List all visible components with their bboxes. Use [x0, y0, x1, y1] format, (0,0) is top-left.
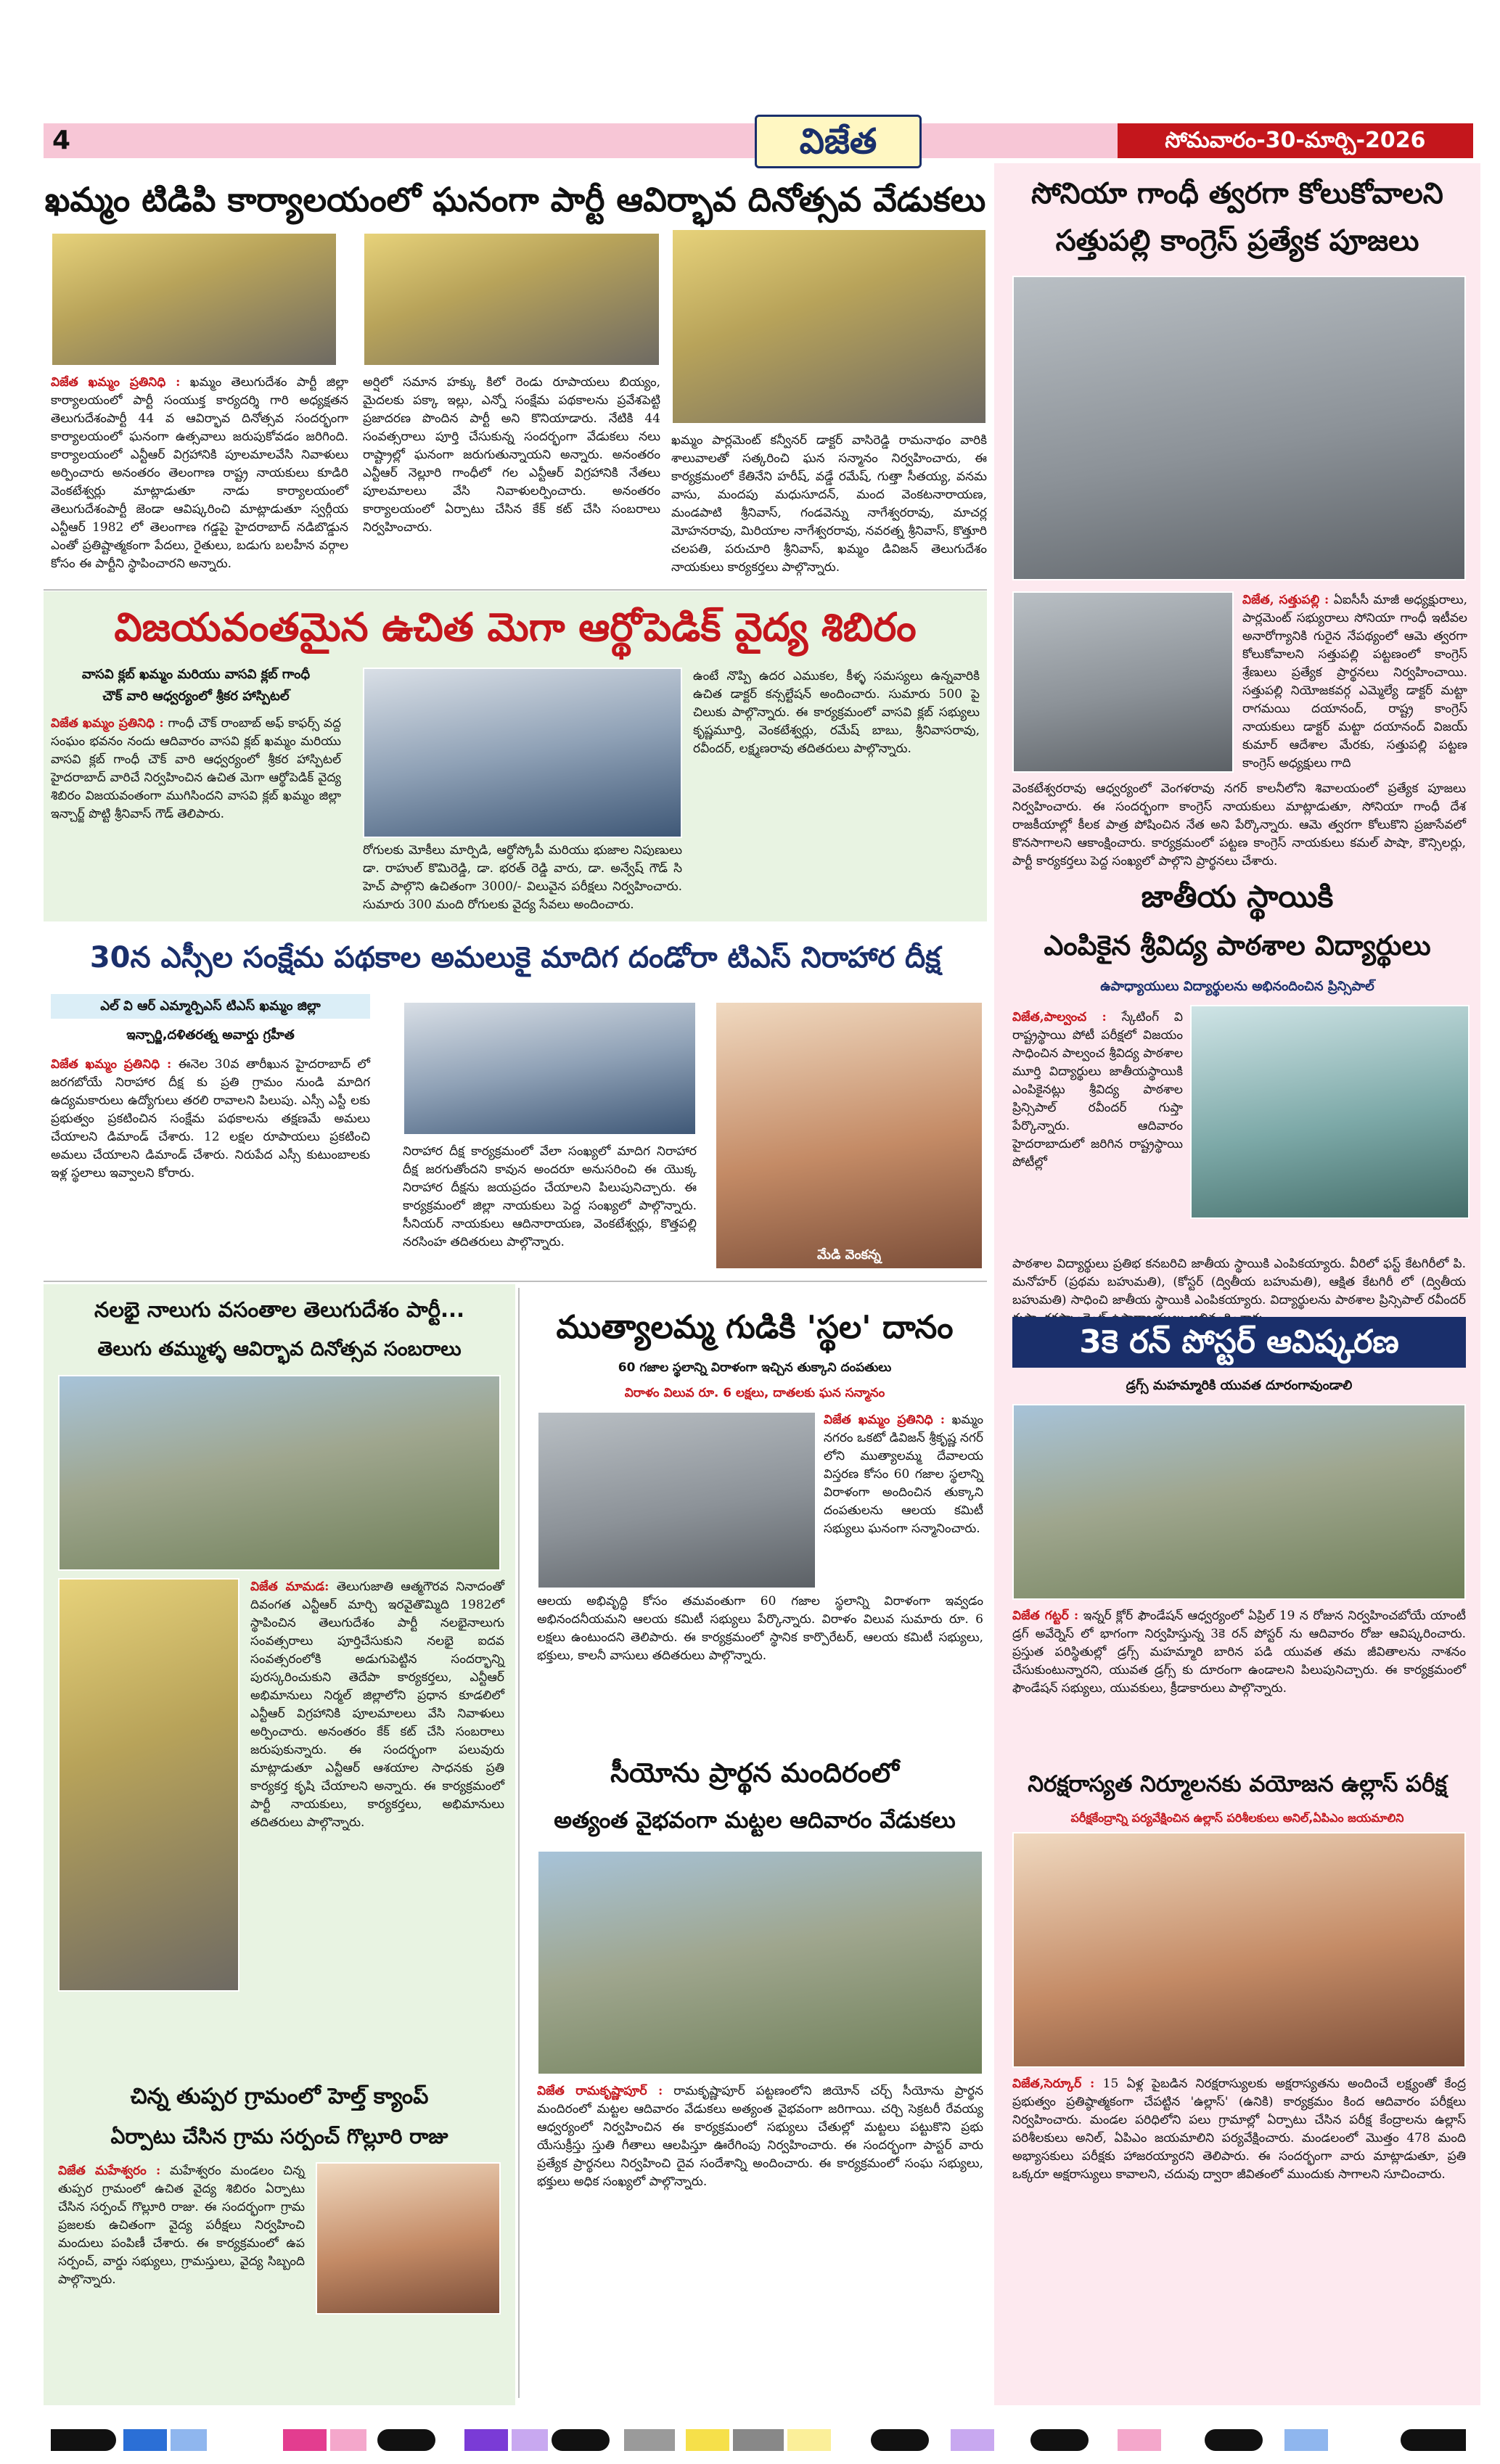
sonia-photo-main [1012, 276, 1466, 580]
tdp-body-col3: ఖమ్మం పార్లమెంట్ కన్వీనర్ డాక్టర్ వాసిరెడ్డి రామనాథం వారికి శాలువాలతో సత్కరించి ఘన సన్మానం నిర్వహించారు, ఈ కార్యక్రమంలో కేతినేని హరీష్, వడ్డే రమేష్, గుత్తా సీతయ్య, వనమ వాసు, మందపు మధుసూదన్, మంద వెంకటనారాయణ, మండపాటి శ్రీనివాస్, గండవెన్ను నాగేశ్వరరావు, మాచర్ల మోహనరావు, మిరియాల నాగేశ్వరరావు, నవరత్న శ్రీనివాస్, కొత్తూరి చలపతి, పరుచూరి శ్రీనివాస్, ఖమ్మం డివిజన్ తెలుగుదేశం నాయకులు కార్యకర్తలు పాల్గొన్నారు. [671, 433, 987, 575]
tdp-photo-2 [363, 232, 660, 366]
jatheeya-sub: ఉపాధ్యాయులు విద్యార్థులను అభినందించిన ప్రిన్సిపాల్ [1100, 979, 1374, 994]
tdp44-byline: విజేత మామడ: [250, 1580, 329, 1594]
sonia-body-right [1242, 591, 1467, 773]
madiga-sub-2: ఇన్చార్జి,దళితరత్న అవార్డు గ్రహీత [126, 1027, 295, 1043]
jatheeya-body-col1 [1012, 1009, 1183, 1252]
reg-blue-1 [123, 2429, 167, 2451]
mutyalamma-sub-2: విరాళం విలువ రూ. 6 లక్షలు, దాతలకు ఘన సన్మానం [624, 1386, 885, 1400]
ullas-body [1012, 2075, 1466, 2394]
seeyon-byline: విజేత రామకృష్ణాపూర్ : [537, 2084, 663, 2098]
tdp-khammam-headline: ఖమ్మం టిడిపి కార్యాలయంలో ఘనంగా పార్టీ ఆవిర్భావ దినోత్సవ వేడుకలు [44, 180, 986, 219]
jatheeya-headline-1: జాతీయ స్థాయికి [1141, 879, 1334, 914]
reg-pink-2 [330, 2429, 366, 2451]
madiga-body-col1 [51, 1056, 370, 1273]
ortho-body-col3: ఉంటే నొప్పి ఉదర ఎముకల, కీళ్ళ సమస్యలు ఉన్నవారికి ఉచిత డాక్టర్ కన్సల్టేషన్ అందించారు. సుమారు 500 పై చిలుకు పాల్గొన్నారు. ఈ కార్యక్రమంలో వాసవి క్లబ్ సభ్యులు కృష్ణమూర్తి, వెంకటేశ్వర్లు, రమేష్ బాబు, శ్రీనివాసరావు, రవీందర్, లక్ష్మణరావు తదితరులు పాల్గొన్నారు. [693, 669, 980, 756]
tdp-byline: విజేత ఖమ్మం ప్రతినిధి : [51, 375, 181, 390]
sonia-text-1: ఏఐసీసీ మాజీ అధ్యక్షురాలు, పార్లమెంట్ సభ్యురాలు సోనియా గాంధీ ఇటీవల అనారోగ్యానికి గురైన నేపథ్యంలో ఆమె త్వరగా కోలుకోవాలని సత్తుపల్లి పట్టణంలో కాంగ్రెస్ శ్రేణులు ప్రత్యేక ప్రార్థనలు నిర్వహించాయి. సత్తుపల్లి నియోజకవర్గ ఎమ్మెల్యే డాక్టర్ మట్టా రాగమయి దయానంద్, రాష్ట్ర కాంగ్రెస్ నాయకులు డాక్టర్ మట్టా దయానంద్ విజయ్ కుమార్ ఆదేశాల మేరకు, సత్తుపల్లి పట్టణ కాంగ్రెస్ అధ్యక్షులు గాది [1242, 593, 1467, 771]
health-headline-2: ఏర్పాటు చేసిన గ్రామ సర్పంచ్ గొల్లూరి రాజు [110, 2124, 448, 2148]
run-text: ఇన్నర్ క్లోర్ ఫౌండేషన్ ఆధ్వర్యంలో ఏప్రిల్ 19 న రోజున నిర్వహించబోయే యాంటీ డ్రగ్ అవేర్నెస్ లో భాగంగా నిర్వహిస్తున్న 3కె రన్ పోస్టర్ ను ఆదివారం రోజు ఆవిష్కరించారు. ప్రస్తుత పరిస్థితుల్లో డ్రగ్స్ మహమ్మారి బారిన పడి యువత తమ జీవితాలను నాశనం చేసుకుంటున్నారని, యువత డ్రగ్స్ కు దూరంగా ఉండాలని పిలుపునిచ్చారు. ఈ కార్యక్రమంలో ఫౌండేషన్ సభ్యులు, యువకులు, క్రీడాకారులు పాల్గొన్నారు. [1012, 1609, 1467, 1696]
mutyalamma-photo [537, 1411, 816, 1589]
run-byline: విజేత గట్టర్ : [1012, 1609, 1079, 1623]
madiga-text-1: ఈనెల 30వ తారీఖున హైదరాబాద్ లో జరగబోయే నిరాహార దీక్ష కు ప్రతి గ్రామం నుండి మాదిగ ఉద్యమకారులు ఉద్యోగులు తరలి రావాలని పిలుపు. ఎస్సీ ఎస్టీ లకు ప్రభుత్వం ప్రకటించిన సంక్షేమ పథకాలను తక్షణమే అమలు చేయాలని డిమాండ్ చేశారు. 12 లక్షల రూపాయలు ప్రకటించి అమలు చేయాలని డిమాండ్ చేశారు. నిరుపేద ఎస్సీ కుటుంబాలకు ఇళ్ల స్థలాలు ఇవ్వాలని కోరారు. [51, 1057, 370, 1180]
run-body [1012, 1607, 1466, 1752]
ortho-photo [363, 668, 682, 838]
run-photo [1012, 1404, 1466, 1600]
reg-black-2 [377, 2429, 435, 2451]
reg-black-1 [51, 2429, 116, 2451]
ullas-photo [1012, 1832, 1466, 2068]
health-body [58, 2162, 305, 2398]
health-photo [316, 2162, 501, 2315]
tdp44-text: తెలుగుజాతి ఆత్మగౌరవ నినాదంతో దివంగత ఎన్టీఆర్ మార్చి ఇరవైతొమ్మిది 1982లో స్థాపించిన తెలుగుదేశం పార్టీ నలభైనాలుగు సంవత్సరాలు పూర్తిచేసుకుని నలభై ఐదవ సంవత్సరంలోకి అడుగుపెట్టిన సందర్భాన్ని పురస్కరించుకుని తెదేపా కార్యకర్తలు, ఎన్టీఆర్ అభిమానులు నిర్మల్ జిల్లాలోని ప్రధాన కూడలిలో ఎన్టీఆర్ విగ్రహానికి పూలమాలలు వేసి నివాళులు అర్పించారు. అనంతరం కేక్ కట్ చేసి సంబరాలు జరుపుకున్నారు. ఈ సందర్భంగా పలువురు మాట్లాడుతూ ఎన్టీఆర్ ఆశయాల సాధనకు ప్రతి కార్యకర్త కృషి చేయాలని అన్నారు. ఈ కార్యక్రమంలో పార్టీ నాయకులు, కార్యకర్తలు, అభిమానులు తదితరులు పాల్గొన్నారు. [250, 1580, 505, 1830]
jatheeya-text-1: స్కేటింగ్ వి రాష్ట్రస్థాయి పోటీ పరీక్షలో విజయం సాధించిన పాల్వంచ శ్రీవిద్య పాఠశాల మూర్తి విద్యార్థులు జాతీయస్థాయికి ఎంపికైనట్లు శ్రీవిద్య పాఠశాల ప్రిన్సిపాల్ రవీందర్ గుప్తా పేర్కొన్నారు. ఆదివారం హైదరాబాదులో జరిగిన రాష్ట్రస్థాయి పోటీల్లో [1012, 1010, 1183, 1170]
reg-blue-3 [1284, 2429, 1328, 2451]
date-line: సోమవారం-30-మార్చి-2026 [1165, 128, 1426, 153]
tdp-photo-3 [671, 229, 987, 424]
tdp44-photo-2 [58, 1578, 239, 1992]
page-number: 4 [52, 126, 71, 155]
sonia-byline: విజేత, సత్తుపల్లి : [1242, 593, 1329, 607]
madiga-photo-label: మేడి వెంకన్న [817, 1247, 881, 1262]
sonia-body-full: వెంకటేశ్వరరావు ఆధ్వర్యంలో వెంగళరావు నగర్ కాలనీలోని శివాలయంలో ప్రత్యేక పూజలు నిర్వహించారు. ఈ సందర్భంగా కాంగ్రెస్ నాయకులు మాట్లాడుతూ, సోనియా గాంధీ దేశ రాజకీయాల్లో కీలక పాత్ర పోషించిన నేత అని పేర్కొన్నారు. ఆమె త్వరగా కోలుకొని ప్రజాసేవలో కొనసాగాలని ఆకాంక్షించారు. కార్యక్రమంలో పట్టణ కాంగ్రెస్ నాయకులు కమల్ పాషా, కౌన్సిలర్లు, పార్టీ కార్యకర్తలు పెద్ద సంఖ్యలో పాల్గొని ప్రార్థనలు చేశారు. [1012, 781, 1466, 868]
madiga-photo-portrait [715, 1001, 983, 1270]
ullas-text: 15 ఏళ్ల పైబడిన నిరక్షరాస్యులకు అక్షరాస్యతను అందించే లక్ష్యంతో కేంద్ర ప్రభుత్వం ప్రతిష్ఠాత్మకంగా చేపట్టిన 'ఉల్లాస్' (ఉనికి) కార్యక్రమం కింద ఆదివారం పరీక్షలు నిర్వహించారు. మండల పరిధిలోని పలు గ్రామాల్లో ఏర్పాటు చేసిన పరీక్ష కేంద్రాలను ఉల్లాస్ పరిశీలకులు అనిల్, ఏపిఎం జయమాలిని పర్యవేక్షించారు. మండలంలో మొత్తం 478 మంది అభ్యాసకులు పరీక్షకు హాజరయ్యారని తెలిపారు. ఈ సందర్భంగా వారు మాట్లాడుతూ, ప్రతి ఒక్కరూ అక్షరాస్యులు కావాలని, చదువు ద్వారా జీవితంలో ముందుకు సాగాలని సూచించారు. [1012, 2077, 1466, 2182]
seeyon-text: రామకృష్ణాపూర్ పట్టణంలోని జియోన్ చర్చ్ సీయోను ప్రార్థన మందిరంలో మట్టల ఆదివారం వేడుకలు అత్యంత వైభవంగా జరిగాయి. చర్చి సెక్రటరీ రేవయ్య ఆధ్వర్యంలో నిర్వహించిన ఈ కార్యక్రమంలో సభ్యులు చేతుల్లో మట్టలు పట్టుకొని ప్రభు యేసుక్రీస్తు స్తుతి గీతాలు ఆలపిస్తూ ఊరేగింపు నిర్వహించారు. ఈ సందర్భంగా పాస్టర్ వారు ప్రత్యేక ప్రార్థనలు నిర్వహించి దైవ సందేశాన్ని అందించారు. ఈ కార్యక్రమంలో సంఘ సభ్యులు, భక్తులు అధిక సంఖ్యలో పాల్గొన్నారు. [537, 2084, 984, 2189]
health-headline-1: చిన్న తుప్పర గ్రామంలో హెల్త్ క్యాంప్ [130, 2084, 429, 2109]
tdp44-photo-1 [58, 1375, 501, 1571]
divider-v-tdp44 [518, 1288, 520, 2398]
tdp44-headline-1: నలభై నాలుగు వసంతాల తెలుగుదేశం పార్టీ... [94, 1297, 465, 1322]
ortho-text-1: గాంధీ చౌక్ రాంబాబ్ అఫ్ కాఫర్స్ వద్ద సంఘం భవనం నందు ఆదివారం వాసవి క్లబ్ ఖమ్మం మరియు వాసవి క్లబ్ గాంధీ చౌక్ వారి ఆధ్వర్యంలో శ్రీకర హాస్పిటల్ హైదరాబాద్ వారిచే నిర్వహించిన ఉచిత మెగా ఆర్థోపెడిక్ వైద్య శిబిరం విజయవంతంగా ముగిసిందని వాసవి క్లబ్ ఖమ్మం జిల్లా ఇన్చార్జ్ పొట్టి శ్రీనివాస్ గౌడ్ తెలిపారు. [51, 716, 341, 821]
madiga-sub-1: ఎల్ వి ఆర్ ఎమ్మార్పిఎస్ టిఎస్ ఖమ్మం జిల్లా [100, 998, 321, 1014]
mutyalamma-byline: విజేత ఖమ్మం ప్రతినిధి : [824, 1413, 945, 1427]
ullas-sub: పరీక్షకేంద్రాన్ని పర్యవేక్షించిన ఉల్లాస్ పరిశీలకులు అనిల్,ఏపిఎం జయమాలిని [1070, 1811, 1404, 1825]
run-sub: డ్రగ్స్ మహమ్మారికి యువత దూరంగావుండాలి [1126, 1378, 1353, 1393]
seeyon-body [537, 2082, 983, 2398]
madiga-body-col2: నిరాహార దీక్ష కార్యక్రమంలో వేలా సంఖ్యలో మాదిగ నిరాహార దీక్ష జరగుతోందని కావున అందరూ అనుసరించి ఈ యొక్క నిరాహార దీక్షను జయప్రదం చేయాలని పిలుపునిచ్చారు. ఈ కార్యక్రమంలో జిల్లా నాయకులు పెద్ద సంఖ్యలో పాల్గొన్నారు. సీనియర్ నాయకులు ఆదినారాయణ, వెంకటేశ్వర్లు, కొత్తపల్లి నరసింహ తదితరులు పాల్గొన్నారు. [403, 1144, 697, 1249]
reg-pink-3 [1118, 2429, 1161, 2451]
reg-gray-2 [733, 2429, 784, 2451]
jatheeya-byline: విజేత,పాల్వంచ : [1012, 1010, 1107, 1024]
sonia-headline-1: సోనియా గాంధీ త్వరగా కోలుకోవాలని [1031, 177, 1443, 210]
reg-blue-2 [171, 2429, 207, 2451]
divider-h-lower [44, 1281, 987, 1282]
tdp-photo-1 [51, 232, 337, 366]
ortho-headline: విజయవంతమైన ఉచిత మెగా ఆర్థోపెడిక్ వైద్య శిబిరం [114, 604, 917, 650]
reg-black-6 [1205, 2429, 1263, 2451]
reg-black-7 [1401, 2429, 1466, 2451]
reg-black-3 [552, 2429, 610, 2451]
reg-pink-1 [283, 2429, 327, 2451]
health-byline: విజేత మహేశ్వరం : [58, 2164, 161, 2178]
madiga-photo-group [403, 1001, 697, 1136]
health-text: మహేశ్వరం మండలం చిన్న తుప్పర గ్రామంలో ఉచిత వైద్య శిబిరం ఏర్పాటు చేసిన సర్పంచ్ గొల్లూరి రాజు. ఈ సందర్భంగా గ్రామ ప్రజలకు ఉచితంగా వైద్య పరీక్షలు నిర్వహించి మందులు పంపిణీ చేశారు. ఈ కార్యక్రమంలో ఉప సర్పంచ్, వార్డు సభ్యులు, గ్రామస్తులు, వైద్య సిబ్బంది పాల్గొన్నారు. [58, 2164, 305, 2287]
reg-black-5 [1030, 2429, 1089, 2451]
masthead-logo-text: విజేత [799, 121, 877, 162]
ortho-byline: విజేత ఖమ్మం ప్రతినిధి : [51, 716, 164, 731]
sonia-headline-2: సత్తుపల్లి కాంగ్రెస్ ప్రత్యేక పూజలు [1055, 224, 1419, 258]
mutyalamma-sub-1: 60 గజాల స్థలాన్ని విరాళంగా ఇచ్చిన తుక్కాని దంపతులు [618, 1360, 892, 1375]
jatheeya-body-full: పాఠశాల విద్యార్థులు ప్రతిభ కనబరిచి జాతీయ స్థాయికి ఎంపికయ్యారు. వీరిలో ఫస్ట్ కేటగిరీలో పి. మనోహర్ (ప్రథమ బహుమతి), (కోస్టర్ (ద్వితీయ బహుమతి), ఆక్షిత కేటగిరీ లో (ద్వితీయ బహుమతి) సాధించి జాతీయ స్థాయికి ఎంపికయ్యారు. విద్యార్థులను పాఠశాల ప్రిన్సిపాల్ రవీందర్ [1012, 1257, 1466, 1307]
reg-yellow-2 [686, 2429, 729, 2451]
madiga-headline: 30న ఎస్సీల సంక్షేమ పథకాల అమలుకై మాదిగ దండోరా టిఎస్ నిరాహార దీక్ష [89, 941, 941, 974]
tdp-text-1: ఖమ్మం తెలుగుదేశం పార్టీ జిల్లా కార్యాలయంలో పార్టీ సంయుక్త కార్యదర్శి గారి అధ్యక్షతన తెలుగుదేశంపార్టీ 44 వ ఆవిర్భావ దినోత్సవ సందర్భంగా కార్యాలయంలో ఘనంగా ఉత్సవాలు జరుపుకోవడం జరిగింది. కార్యాలయంలో ఎన్టీఆర్ విగ్రహానికి పూలమాలవేసి నివాళులు అర్పించారు అనంతరం తెలంగాణ రాష్ట్ర నాయకులు కూడిరి వెంకటేశ్వర్లు మాట్లాడుతూ నాడు కార్యాలయంలో తెలుగుదేశంపార్టీ జెండా ఆవిష్కరించి మాట్లాడుతూ స్వర్గీయ ఎన్టీఆర్ 1982 లో తెలంగాణ గడ్డపై హైదరాబాద్ నడిబొడ్డున ఎంతో ప్రతిష్టాత్మకంగా పేదలు, రైతులు, బడుగు బలహీన వర్గాల కోసం ఈ పార్టీని స్థాపించారని అన్నారు. [51, 375, 349, 571]
reg-violet-1 [464, 2429, 508, 2451]
ortho-sub-2: చౌక్ వారి ఆధ్వర్యంలో శ్రీకర హాస్పిటల్ [102, 689, 290, 704]
tdp44-body [250, 1578, 504, 2064]
seeyon-photo [537, 1850, 983, 2075]
ullas-headline: నిరక్షరాస్యత నిర్మూలనకు వయోజన ఉల్లాస్ పరీక్ష [1028, 1771, 1447, 1797]
reg-violet-2 [512, 2429, 548, 2451]
ortho-body-col2: రోగులకు మోకీలు మార్పిడి, ఆర్థోస్కోపీ మరియు భుజాల నిపుణులు డా. రాహుల్ కొమిరెడ్డి, డా. భరత్ రెడ్డి వారు, డా. అన్వేష్ గౌడ్ సి హెచ్ పాల్గొని ఉచితంగా 3000/- విలువైన పరీక్షలు నిర్వహించారు. సుమారు 300 మంది రోగులకు వైద్య సేవలు అందించారు. [363, 843, 682, 912]
reg-yellow-3 [787, 2429, 831, 2451]
seeyon-headline-2: అత్యంత వైభవంగా మట్టల ఆదివారం వేడుకలు [554, 1807, 956, 1833]
run-headline: 3కె రన్ పోస్టర్ ఆవిష్కరణ [1079, 1323, 1399, 1360]
ullas-byline: విజేత,సెర్కూర్ : [1012, 2077, 1095, 2091]
mutyalamma-headline: ముత్యాలమ్మ గుడికి 'స్థల' దానం [556, 1309, 954, 1346]
divider-h-ortho [44, 589, 987, 591]
mutyalamma-body-full: ఆలయ అభివృద్ధి కోసం తమవంతుగా 60 గజాల స్థలాన్ని విరాళంగా ఇవ్వడం అభినందనీయమని ఆలయ కమిటీ సభ్యులు పేర్కొన్నారు. విరాళం విలువ సుమారు రూ. 6 లక్షలు ఉంటుందని తెలిపారు. ఈ కార్యక్రమంలో స్థానిక కార్పొరేటర్, ఆలయ కమిటీ సభ్యులు, భక్తులు, కాలనీ వాసులు తదితరులు పాల్గొన్నారు. [537, 1594, 983, 1663]
sonia-photo-small [1012, 591, 1234, 773]
tdp44-headline-2: తెలుగు తమ్ముళ్ళ ఆవిర్భావ దినోత్సవ సంబరాలు [97, 1338, 462, 1360]
seeyon-headline-1: సీయోను ప్రార్థన మందిరంలో [610, 1757, 899, 1789]
tdp-body-col1 [51, 374, 348, 584]
jatheeya-headline-2: ఎంపికైన శ్రీవిద్య పాఠశాల విద్యార్థులు [1044, 929, 1431, 961]
mutyalamma-text-1: ఖమ్మం నగరం ఒకటో డివిజన్ శ్రీకృష్ణ నగర్ లోని ముత్యాలమ్మ దేవాలయ విస్తరణ కోసం 60 గజాల స్థలాన్ని విరాళంగా అందించిన తుక్కాని దంపతులను ఆలయ కమిటీ సభ్యులు ఘనంగా సన్మానించారు. [824, 1413, 983, 1536]
reg-black-4 [871, 2429, 929, 2451]
mutyalamma-body-right [824, 1411, 983, 1589]
reg-violet-3 [951, 2429, 994, 2451]
reg-gray-1 [624, 2429, 675, 2451]
ortho-body-col1 [51, 715, 341, 914]
jatheeya-photo [1190, 1005, 1470, 1219]
ortho-sub-1: వాసవి క్లబ్ ఖమ్మం మరియు వాసవి క్లబ్ గాంధీ [81, 667, 311, 682]
madiga-byline: విజేత ఖమ్మం ప్రతినిధి : [51, 1057, 172, 1072]
tdp-body-col2: అర్షిలో సమాన హక్కు కిలో రెండు రూపాయలు బియ్యం, మైదలకు పక్కా ఇల్లు, ఎన్నో సంక్షేమ పథకాలను ప్రవేశపెట్టి ప్రజాదరణ పొందిన పార్టీ అని కొనియాడారు. నేటికి 44 సంవత్సరాలు పూర్తి చేసుకున్న సందర్భంగా వేడుకలు నలు రాష్ట్రాల్లో ఘనంగా జరుగుతున్నాయని అన్నారు. అనంతరం ఎన్టీఆర్ నెల్లూరి గాంధీలో గల ఎన్టీఆర్ విగ్రహానికి నేతలు పూలమాలలు వేసి నివాళులర్పించారు. అనంతరం కార్యాలయంలో ఏర్పాటు చేసిన కేక్ కట్ చేసి సంబరాలు నిర్వహించారు. [363, 375, 660, 535]
